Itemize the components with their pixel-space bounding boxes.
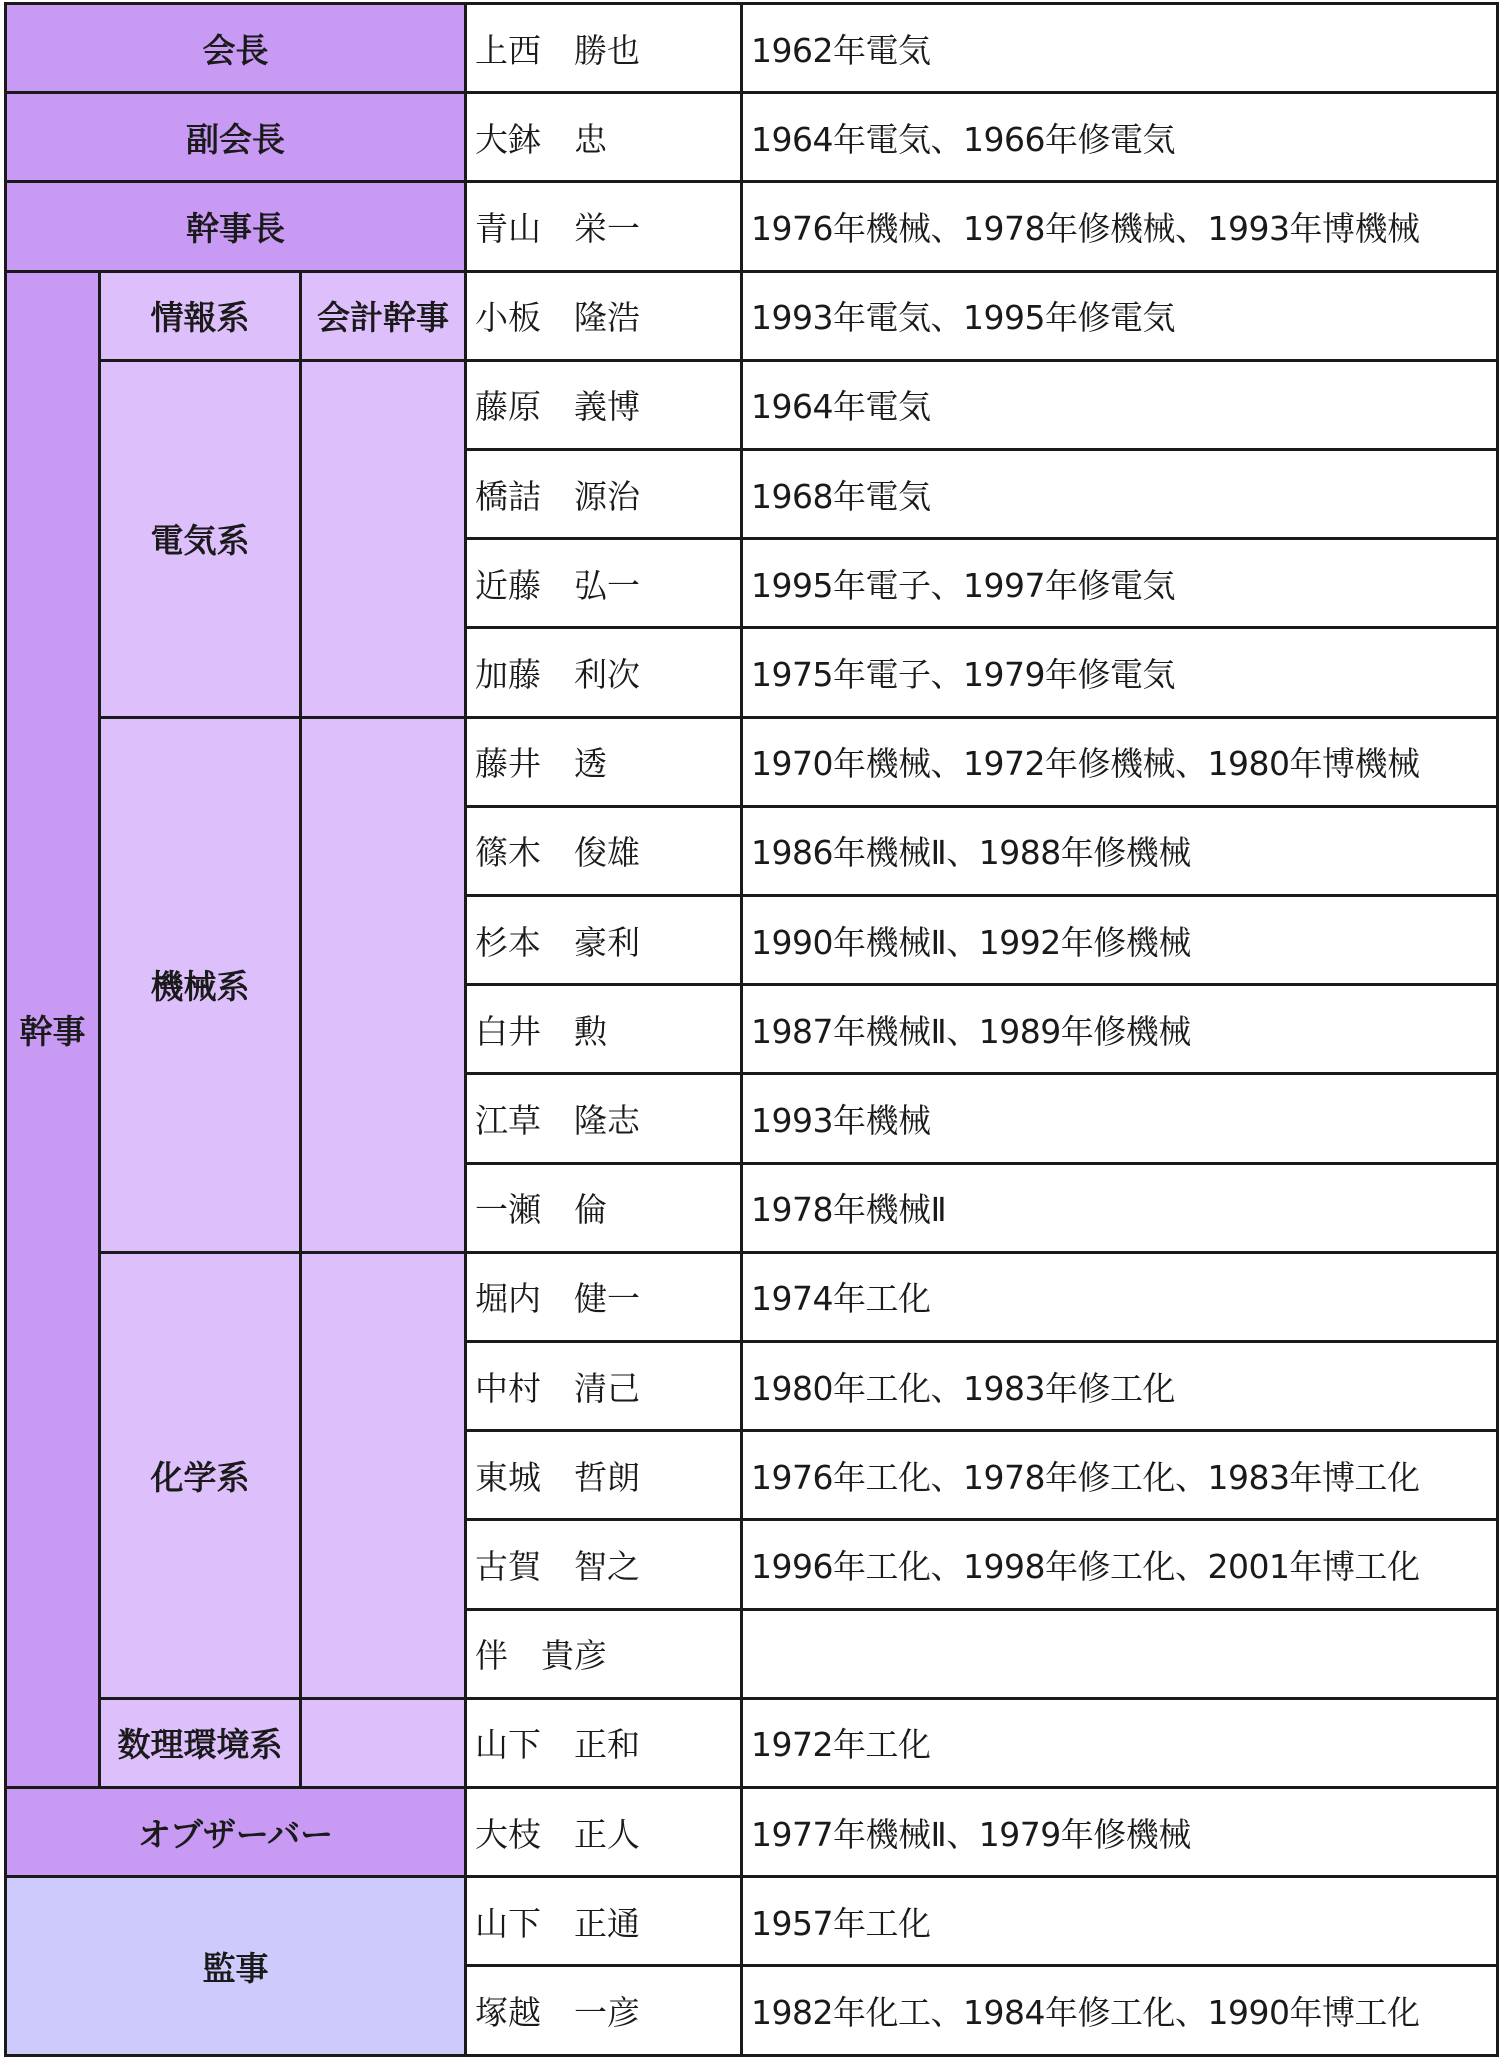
member-name: 藤原 義博 xyxy=(466,360,742,449)
member-career: 1976年機械、1978年修機械、1993年博機械 xyxy=(742,182,1498,271)
role-accountant: 会計幹事 xyxy=(301,271,466,360)
member-career: 1986年機械Ⅱ、1988年修機械 xyxy=(742,806,1498,895)
table-row xyxy=(6,182,1498,271)
table-row xyxy=(6,1252,1498,1341)
member-career: 1975年電子、1979年修電気 xyxy=(742,628,1498,717)
member-name: 加藤 利次 xyxy=(466,628,742,717)
member-name: 一瀬 倫 xyxy=(466,1163,742,1252)
sub-role-blank xyxy=(301,360,466,717)
table-row xyxy=(6,271,1498,360)
group-mechanical: 機械系 xyxy=(100,717,301,1252)
member-name: 白井 勲 xyxy=(466,985,742,1074)
member-career: 1957年工化 xyxy=(742,1877,1498,1966)
member-career: 1980年工化、1983年修工化 xyxy=(742,1342,1498,1431)
member-career: 1972年工化 xyxy=(742,1698,1498,1787)
table-row xyxy=(6,1698,1498,1787)
role-observer: オブザーバー xyxy=(6,1788,466,1877)
group-math-env: 数理環境系 xyxy=(100,1698,301,1787)
member-name: 大枝 正人 xyxy=(466,1788,742,1877)
member-name: 篠木 俊雄 xyxy=(466,806,742,895)
sub-role-blank xyxy=(301,1698,466,1787)
member-name: 中村 清己 xyxy=(466,1342,742,1431)
member-career: 1996年工化、1998年修工化、2001年博工化 xyxy=(742,1520,1498,1609)
member-name: 近藤 弘一 xyxy=(466,539,742,628)
member-name: 伴 貴彦 xyxy=(466,1609,742,1698)
member-name: 小板 隆浩 xyxy=(466,271,742,360)
group-info: 情報系 xyxy=(100,271,301,360)
member-name: 塚越 一彦 xyxy=(466,1966,742,2056)
member-career: 1976年工化、1978年修工化、1983年博工化 xyxy=(742,1431,1498,1520)
member-career: 1964年電気、1966年修電気 xyxy=(742,93,1498,182)
role-vice-president: 副会長 xyxy=(6,93,466,182)
officers-table xyxy=(4,2,1499,2057)
member-career: 1978年機械Ⅱ xyxy=(742,1163,1498,1252)
member-career: 1993年電気、1995年修電気 xyxy=(742,271,1498,360)
member-career: 1962年電気 xyxy=(742,4,1498,93)
member-name: 大鉢 忠 xyxy=(466,93,742,182)
sub-role-blank xyxy=(301,717,466,1252)
group-electric: 電気系 xyxy=(100,360,301,717)
table-row xyxy=(6,717,1498,806)
table-row xyxy=(6,360,1498,449)
role-secretaries: 幹事 xyxy=(6,271,100,1787)
member-career: 1993年機械 xyxy=(742,1074,1498,1163)
member-name: 古賀 智之 xyxy=(466,1520,742,1609)
member-career: 1977年機械Ⅱ、1979年修機械 xyxy=(742,1788,1498,1877)
member-name: 杉本 豪利 xyxy=(466,896,742,985)
member-career: 1964年電気 xyxy=(742,360,1498,449)
member-name: 山下 正和 xyxy=(466,1698,742,1787)
member-career: 1987年機械Ⅱ、1989年修機械 xyxy=(742,985,1498,1074)
member-name: 堀内 健一 xyxy=(466,1252,742,1341)
member-name: 東城 哲朗 xyxy=(466,1431,742,1520)
member-name: 山下 正通 xyxy=(466,1877,742,1966)
member-career: 1982年化工、1984年修工化、1990年博工化 xyxy=(742,1966,1498,2056)
member-career: 1968年電気 xyxy=(742,450,1498,539)
table-row xyxy=(6,4,1498,93)
member-career xyxy=(742,1609,1498,1698)
table-row xyxy=(6,1877,1498,1966)
table-row xyxy=(6,93,1498,182)
role-president: 会長 xyxy=(6,4,466,93)
member-career: 1974年工化 xyxy=(742,1252,1498,1341)
member-name: 藤井 透 xyxy=(466,717,742,806)
member-name: 上西 勝也 xyxy=(466,4,742,93)
member-career: 1995年電子、1997年修電気 xyxy=(742,539,1498,628)
member-career: 1990年機械Ⅱ、1992年修機械 xyxy=(742,896,1498,985)
role-chief-secretary: 幹事長 xyxy=(6,182,466,271)
table-row xyxy=(6,1788,1498,1877)
member-name: 橋詰 源治 xyxy=(466,450,742,539)
member-name: 青山 栄一 xyxy=(466,182,742,271)
sub-role-blank xyxy=(301,1252,466,1698)
role-auditors: 監事 xyxy=(6,1877,466,2056)
group-chemistry: 化学系 xyxy=(100,1252,301,1698)
member-career: 1970年機械、1972年修機械、1980年博機械 xyxy=(742,717,1498,806)
member-name: 江草 隆志 xyxy=(466,1074,742,1163)
